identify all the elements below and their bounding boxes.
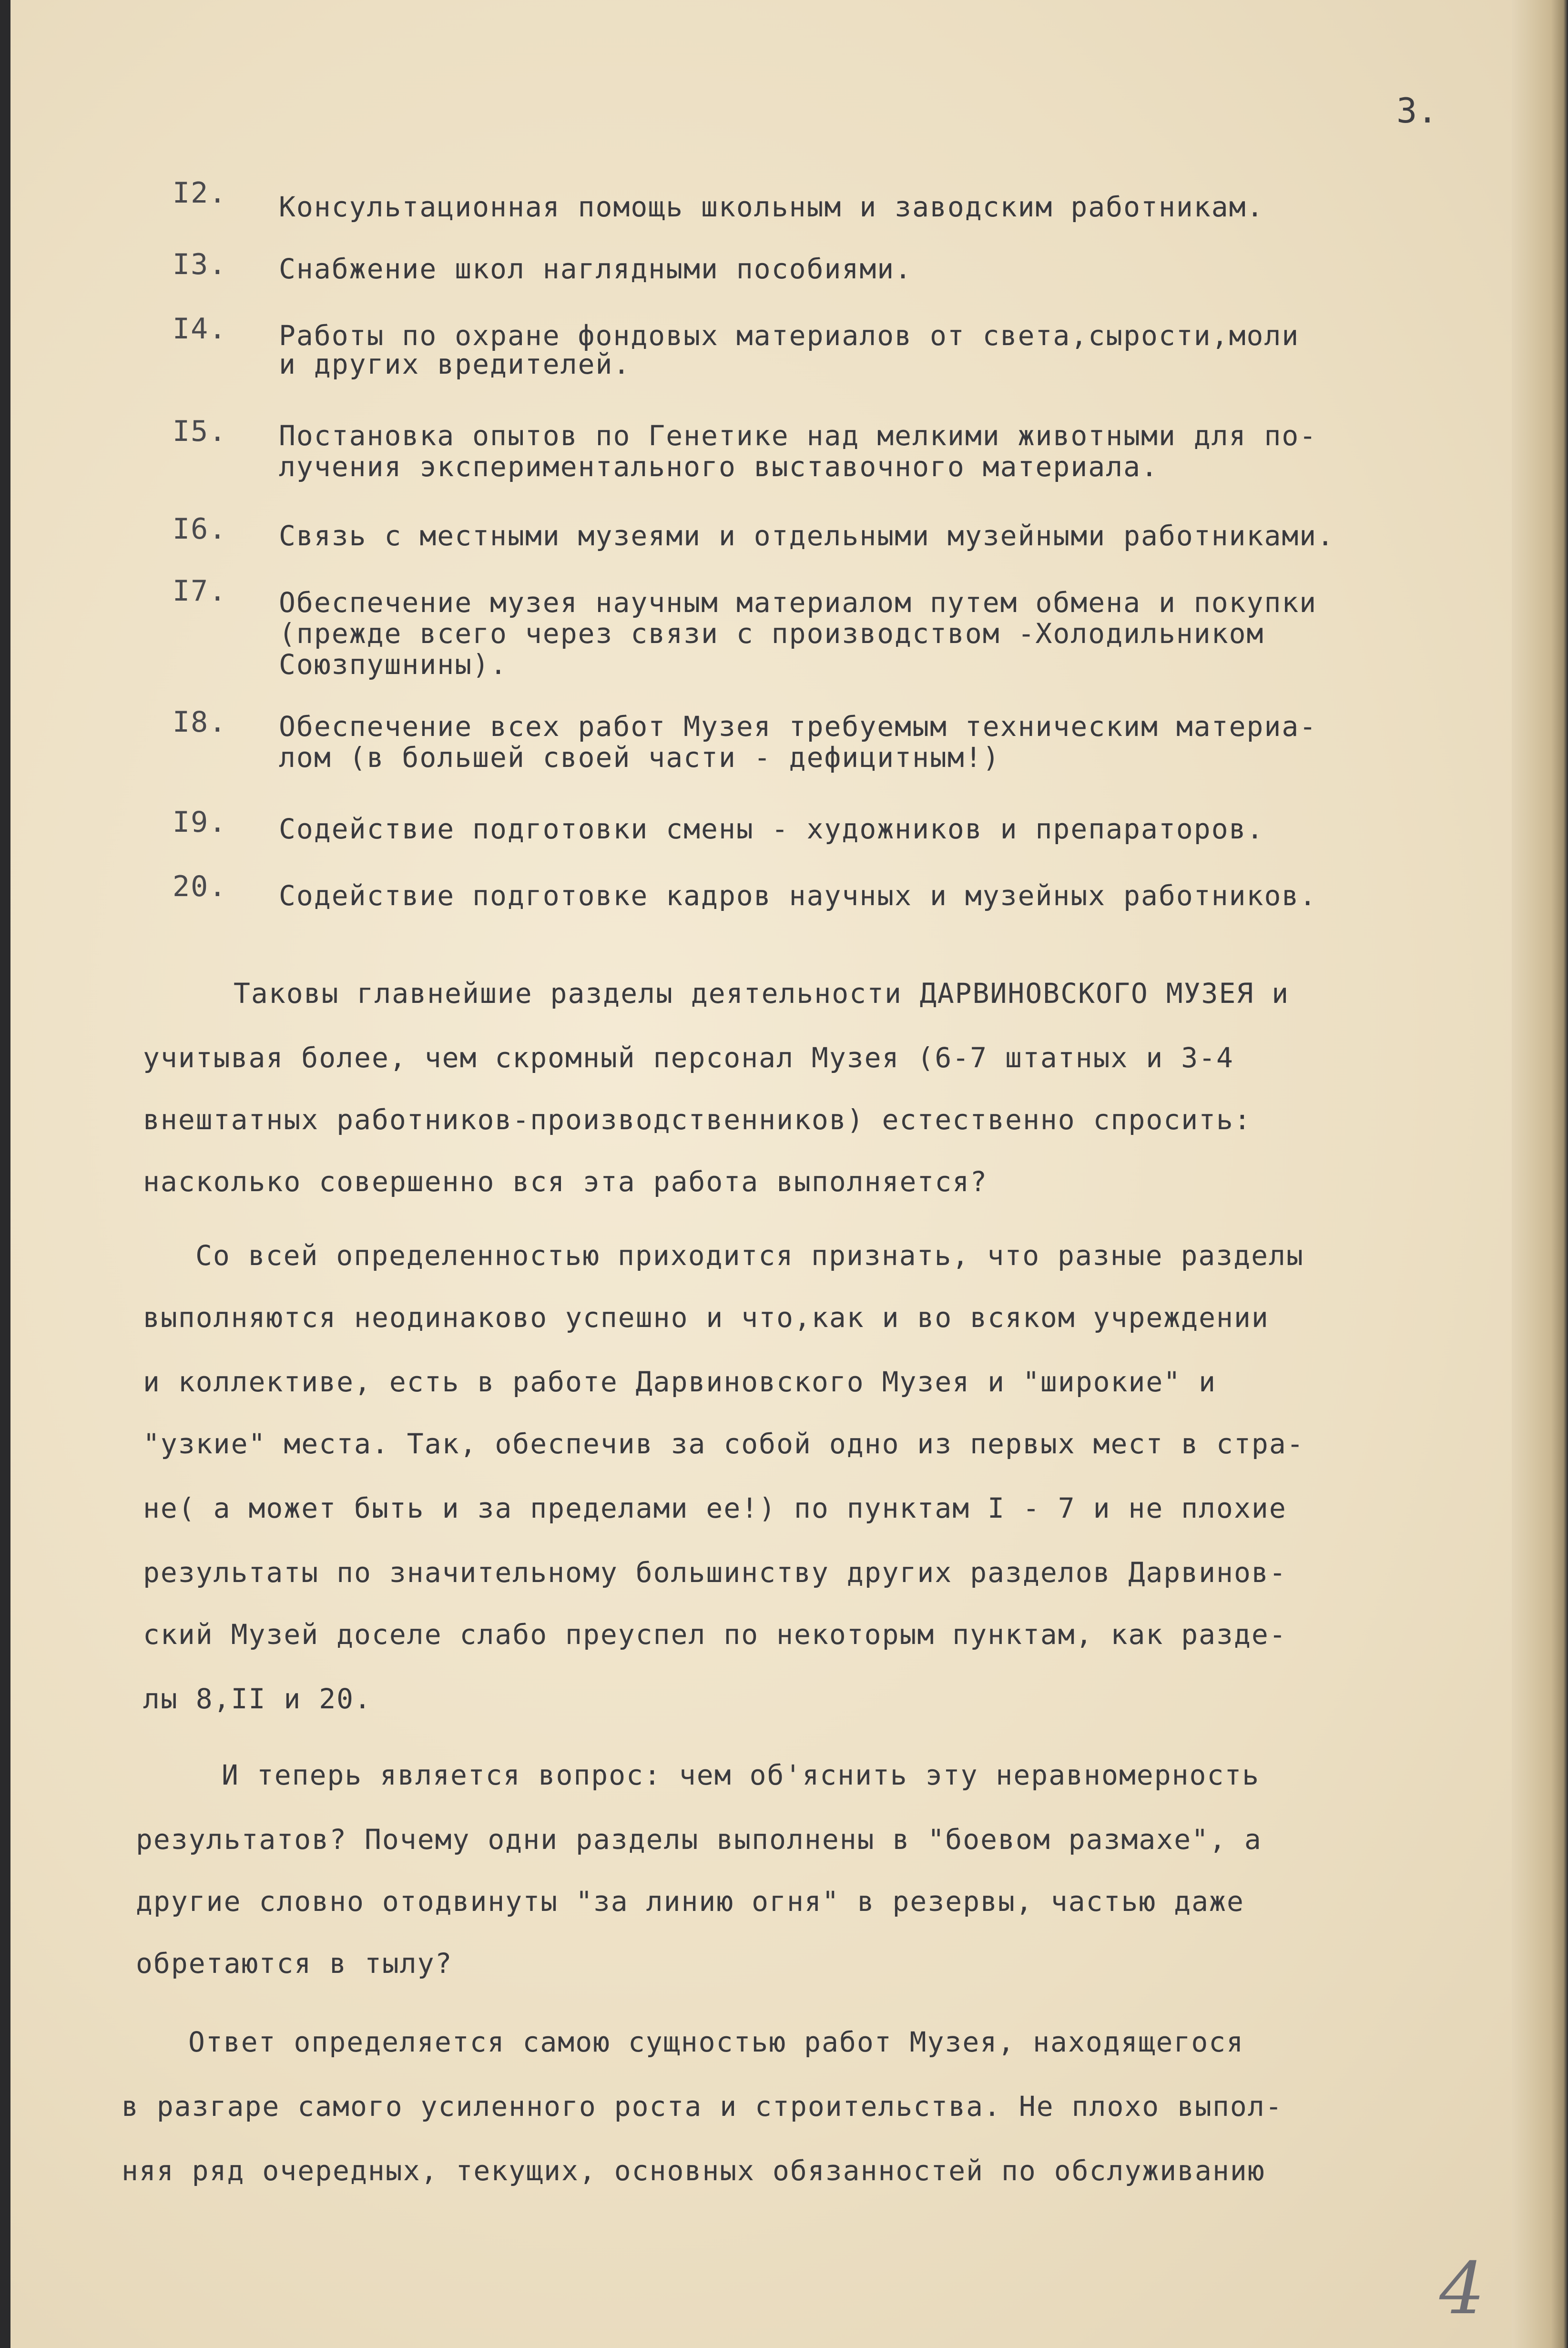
list-item-line: Связь с местными музеями и отдельными музейными работниками.: [279, 520, 1335, 552]
paragraph-line: другие словно отодвинуты "за линию огня" в резервы, частью даже: [136, 1885, 1244, 1918]
paragraph-line: Ответ определяется самою сущностью работ Музея, находящегося: [188, 2026, 1244, 2058]
list-item-line: Содействие подготовки смены - художников и препараторов.: [279, 813, 1264, 845]
list-item-line: Обеспечение всех работ Музея требуемым техническим материа-: [279, 710, 1317, 743]
list-item-number: I4.: [173, 312, 227, 346]
paragraph-line: обретаются в тылу?: [136, 1947, 453, 1980]
paragraph-line: результатов? Почему одни разделы выполнены в "боевом размахе", а: [136, 1823, 1262, 1856]
list-item-line: Консультационная помощь школьным и заводским работникам.: [279, 191, 1264, 223]
paragraph-line: Со всей определенностью приходится признать, что разные разделы: [195, 1239, 1304, 1272]
paragraph-line: ский Музей доселе слабо преуспел по некоторым пунктам, как разде-: [143, 1618, 1287, 1651]
list-item-line: лучения экспериментального выставочного материала.: [279, 450, 1159, 483]
paragraph-line: насколько совершенно вся эта работа выполняется?: [143, 1165, 988, 1198]
list-item-line: Постановка опытов по Генетике над мелкими животными для по-: [279, 419, 1317, 452]
page-edge-shadow: [1512, 0, 1568, 2348]
paragraph-line: не( а может быть и за пределами ее!) по пунктам I - 7 и не плохие: [143, 1492, 1287, 1524]
list-item-line: Снабжение школ наглядными пособиями.: [279, 253, 913, 285]
page-number: 3.: [1396, 91, 1438, 131]
list-item-line: Работы по охране фондовых материалов от света,сырости,моли: [279, 319, 1300, 352]
paragraph-line: няя ряд очередных, текущих, основных обязанностей по обслуживанию: [122, 2154, 1265, 2187]
list-item-line: Обеспечение музея научным материалом путем обмена и покупки: [279, 586, 1317, 619]
list-item-number: I5.: [173, 415, 227, 448]
handwritten-page-mark: 4: [1439, 2247, 1485, 2330]
paragraph-line: лы 8,II и 20.: [143, 1683, 372, 1715]
paragraph-line: выполняются неодинаково успешно и что,как и во всяком учреждении: [143, 1301, 1269, 1334]
list-item-line: и других вредителей.: [279, 348, 631, 380]
paragraph-line: результаты по значительному большинству других разделов Дарвинов-: [143, 1556, 1287, 1589]
list-item-number: I2.: [173, 176, 227, 210]
list-item-number: I8.: [173, 705, 227, 739]
list-item-number: I6.: [173, 512, 227, 546]
list-item-line: Содействие подготовке кадров научных и музейных работников.: [279, 879, 1317, 912]
paragraph-line: учитывая более, чем скромный персонал Музея (6-7 штатных и 3-4: [143, 1041, 1234, 1074]
list-item-line: (прежде всего через связи с производством -Холодильником: [279, 617, 1264, 650]
paragraph-line: внештатных работников-производственников) естественно спросить:: [143, 1103, 1252, 1136]
list-item-number: I9.: [173, 806, 227, 839]
list-item-line: Союзпушнины).: [279, 648, 508, 681]
binding-edge: [0, 0, 10, 2348]
paragraph-line: в разгаре самого усиленного роста и строительства. Не плохо выпол-: [122, 2090, 1283, 2123]
paragraph-line: "узкие" места. Так, обеспечив за собой одно из первых мест в стра-: [143, 1428, 1304, 1460]
list-item-number: I7.: [173, 574, 227, 608]
paragraph-line: и коллективе, есть в работе Дарвиновского Музея и "широкие" и: [143, 1366, 1217, 1398]
paragraph-line: Таковы главнейшие разделы деятельности ДАРВИНОВСКОГО МУЗЕЯ и: [234, 977, 1290, 1010]
list-item-number: 20.: [173, 870, 227, 903]
paragraph-line: И теперь является вопрос: чем об'яснить эту неравномерность: [222, 1759, 1260, 1791]
list-item-number: I3.: [173, 248, 227, 281]
list-item-line: лом (в большей своей части - дефицитным!): [279, 741, 1000, 774]
